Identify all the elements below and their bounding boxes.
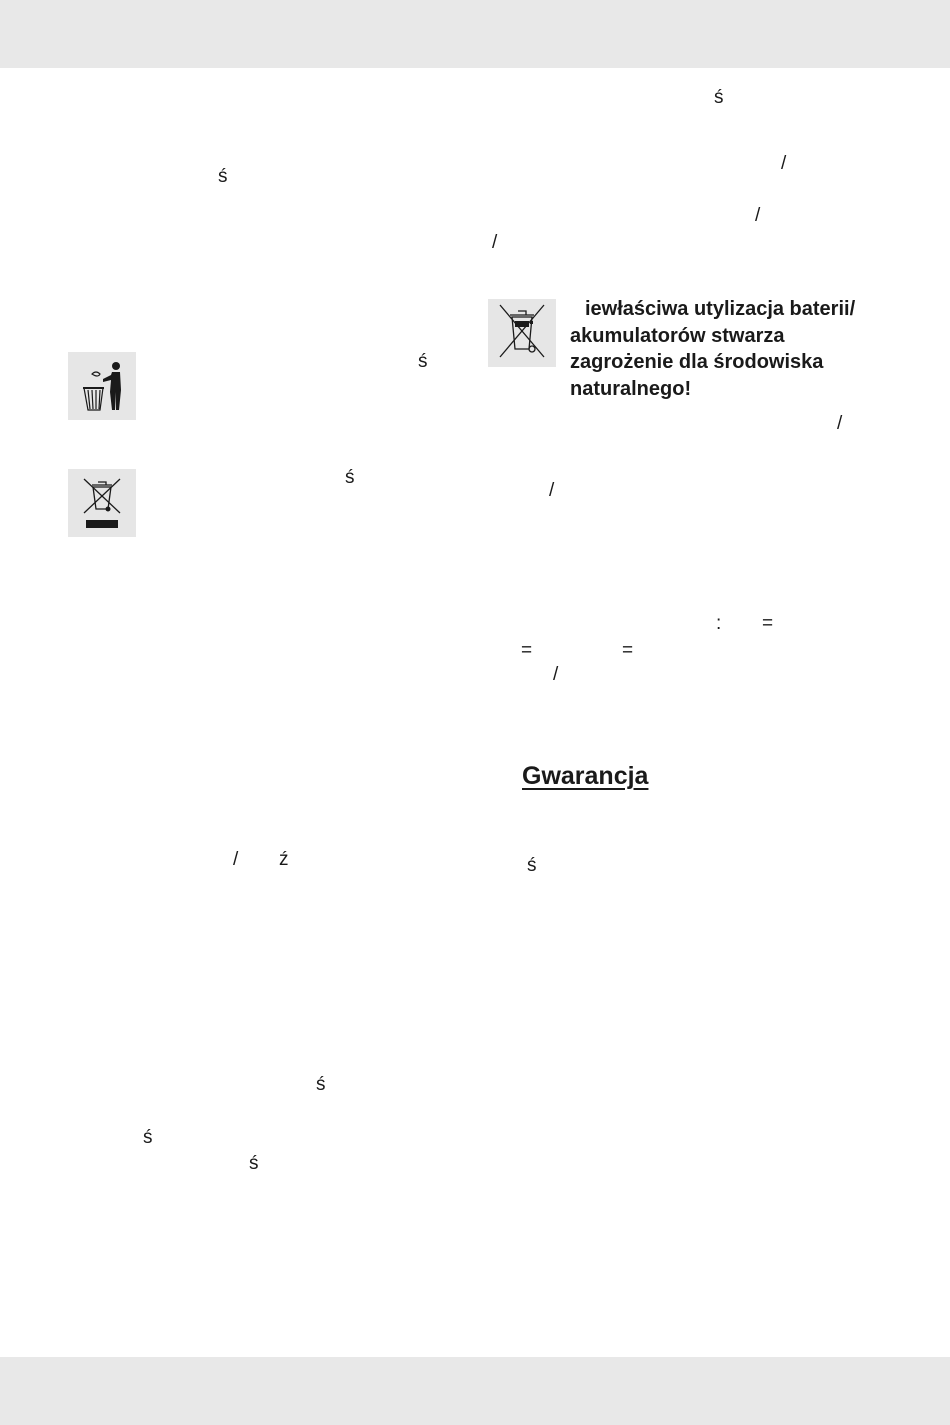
crossed-out-wheelie-bin-icon [68, 469, 136, 537]
battery-disposal-warning [570, 296, 900, 402]
text-fragment: ś [527, 855, 537, 876]
text-fragment: : [716, 613, 722, 634]
text-fragment: = [622, 640, 634, 661]
text-fragment: / [549, 480, 555, 501]
text-fragment: ź [279, 849, 289, 870]
text-fragment: ś [218, 166, 228, 187]
warning-line: iewłaściwa utylizacja baterii/ [585, 298, 856, 320]
text-fragment: / [233, 849, 239, 870]
text-fragment: / [781, 153, 787, 174]
trash-bin-person-icon [68, 352, 136, 420]
text-fragment: ś [143, 1127, 153, 1148]
bottom-margin-band [0, 1357, 950, 1425]
text-fragment: ś [316, 1074, 326, 1095]
text-fragment: / [492, 232, 498, 253]
top-margin-band [0, 0, 950, 68]
text-fragment: ś [345, 467, 355, 488]
warning-line: akumulatorów stwarza [570, 324, 785, 347]
warning-line: naturalnego! [570, 377, 692, 400]
text-fragment: ś [418, 351, 428, 372]
text-fragment: / [755, 205, 761, 226]
text-fragment: = [521, 640, 533, 661]
text-fragment: / [553, 664, 559, 685]
text-fragment: / [837, 413, 843, 434]
warning-line: zagrożenie dla środowiska [570, 351, 824, 373]
crossed-out-battery-bin-icon [488, 299, 556, 367]
section-heading-warranty: Gwarancja [522, 762, 649, 790]
text-fragment: ś [249, 1153, 259, 1174]
text-fragment: = [762, 613, 774, 634]
text-fragment: ś [714, 87, 724, 108]
